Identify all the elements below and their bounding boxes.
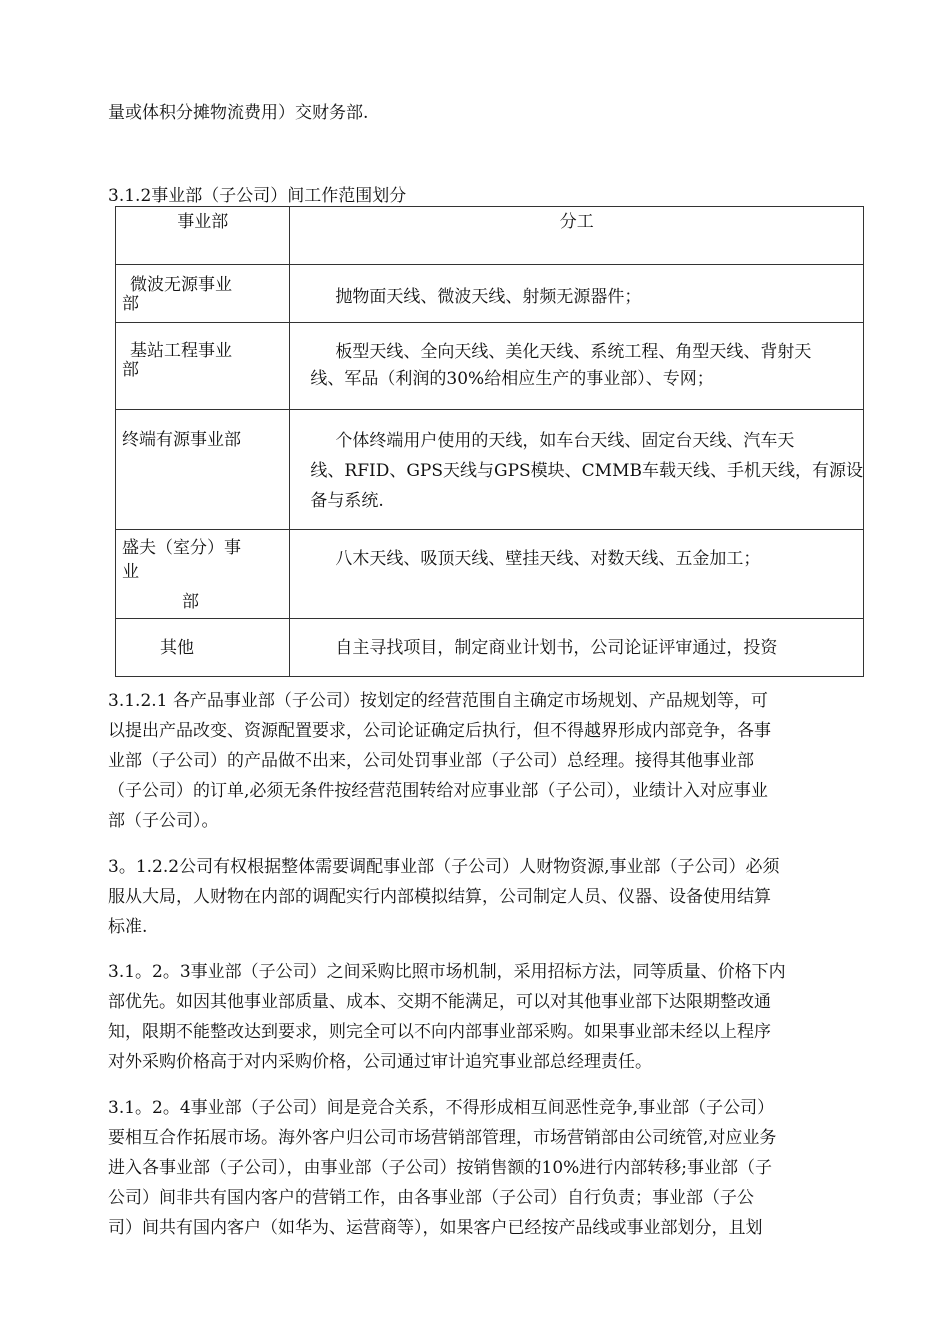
work-cell (290, 530, 864, 619)
work-cell (290, 410, 864, 530)
dept-text: 业 (122, 562, 139, 582)
paragraph-3-1-2-2 (108, 852, 868, 942)
dept-cell (116, 530, 290, 619)
paragraph-line: 进入各事业部（子公司），由事业部（子公司）按销售额的10%进行内部转移;事业部（子 (108, 1158, 773, 1178)
work-text: 备与系统. (310, 491, 384, 511)
work-text: 个体终端用户使用的天线，如车台天线、固定台天线、汽车天 (335, 431, 795, 451)
dept-text: 基站工程事业 (130, 341, 232, 361)
work-text: 八木天线、吸顶天线、壁挂天线、对数天线、五金加工； (335, 549, 761, 569)
paragraph-line: （子公司）的订单,必须无条件按经营范围转给对应事业部（子公司），业绩计入对应事业 (108, 781, 768, 801)
division-table (115, 206, 864, 677)
paragraph-line: 标准. (108, 917, 148, 937)
intro-line: 量或体积分摊物流费用）交财务部. (108, 103, 369, 123)
dept-text: 盛夫（室分）事 (122, 538, 241, 558)
paragraph-line: 司）间共有国内客户（如华为、运营商等），如果客户已经按产品线或事业部划分，且划 (108, 1218, 763, 1238)
header-dept: 事业部 (116, 207, 290, 265)
paragraph-3-1-2-1 (108, 686, 868, 836)
table-row (116, 410, 864, 530)
dept-text: 其他 (160, 638, 194, 658)
paragraph-line: 对外采购价格高于对内采购价格，公司通过审计追究事业部总经理责任。 (108, 1052, 652, 1072)
dept-text: 部 (122, 360, 139, 380)
dept-cell (116, 410, 290, 530)
dept-text: 部 (182, 592, 199, 612)
table-row (116, 619, 864, 677)
paragraph-line: 3。1.2.2公司有权根据整体需要调配事业部（子公司）人财物资源,事业部（子公司）必须 (108, 857, 780, 877)
work-text: 线、RFID、GPS天线与GPS模块、CMMB车载天线、手机天线，有源设 (310, 461, 863, 481)
dept-text: 终端有源事业部 (122, 430, 241, 450)
paragraph-3-1-2-3 (108, 957, 868, 1077)
paragraph-line: 3.1.2.1 各产品事业部（子公司）按划定的经营范围自主确定市场规划、产品规划等，可 (108, 691, 768, 711)
table-row (116, 530, 864, 619)
work-text: 抛物面天线、微波天线、射频无源器件； (335, 287, 642, 307)
section-title: 3.1.2事业部（子公司）间工作范围划分 (108, 186, 407, 206)
paragraph-line: 3.1。2。4事业部（子公司）间是竞合关系，不得形成相互间恶性竞争,事业部（子公司） (108, 1098, 775, 1118)
work-cell (290, 619, 864, 677)
paragraph-line: 要相互合作拓展市场。海外客户归公司市场营销部管理，市场营销部由公司统管,对应业务 (108, 1128, 777, 1148)
dept-text: 微波无源事业 (130, 275, 232, 295)
work-cell (290, 323, 864, 410)
paragraph-line: 知，限期不能整改达到要求，则完全可以不向内部事业部采购。如果事业部未经以上程序 (108, 1022, 771, 1042)
paragraph-line: 3.1。2。3事业部（子公司）之间采购比照市场机制，采用招标方法，同等质量、价格下内 (108, 962, 786, 982)
paragraph-line: 业部（子公司）的产品做不出来，公司处罚事业部（子公司）总经理。接得其他事业部 (108, 751, 754, 771)
paragraph-line: 以提出产品改变、资源配置要求，公司论证确定后执行，但不得越界形成内部竞争，各事 (108, 721, 771, 741)
paragraph-line: 服从大局，人财物在内部的调配实行内部模拟结算，公司制定人员、仪器、设备使用结算 (108, 887, 771, 907)
paragraph-line: 公司）间非共有国内客户的营销工作，由各事业部（子公司）自行负责；事业部（子公 (108, 1188, 754, 1208)
dept-cell (116, 323, 290, 410)
work-text: 板型天线、全向天线、美化天线、系统工程、角型天线、背射天 (335, 342, 812, 362)
paragraph-3-1-2-4 (108, 1093, 868, 1243)
dept-cell (116, 265, 290, 323)
work-text: 自主寻找项目，制定商业计划书，公司论证评审通过，投资 (335, 638, 778, 658)
paragraph-line: 部优先。如因其他事业部质量、成本、交期不能满足，可以对其他事业部下达限期整改通 (108, 992, 771, 1012)
work-cell (290, 265, 864, 323)
paragraph-line: 部（子公司）。 (108, 811, 219, 831)
table-header-row (116, 207, 864, 265)
dept-text: 部 (122, 294, 139, 314)
table-row (116, 265, 864, 323)
work-text: 线、军品（利润的30%给相应生产的事业部）、专网； (310, 369, 714, 389)
header-work: 分工 (290, 207, 864, 265)
dept-cell (116, 619, 290, 677)
table-row (116, 323, 864, 410)
